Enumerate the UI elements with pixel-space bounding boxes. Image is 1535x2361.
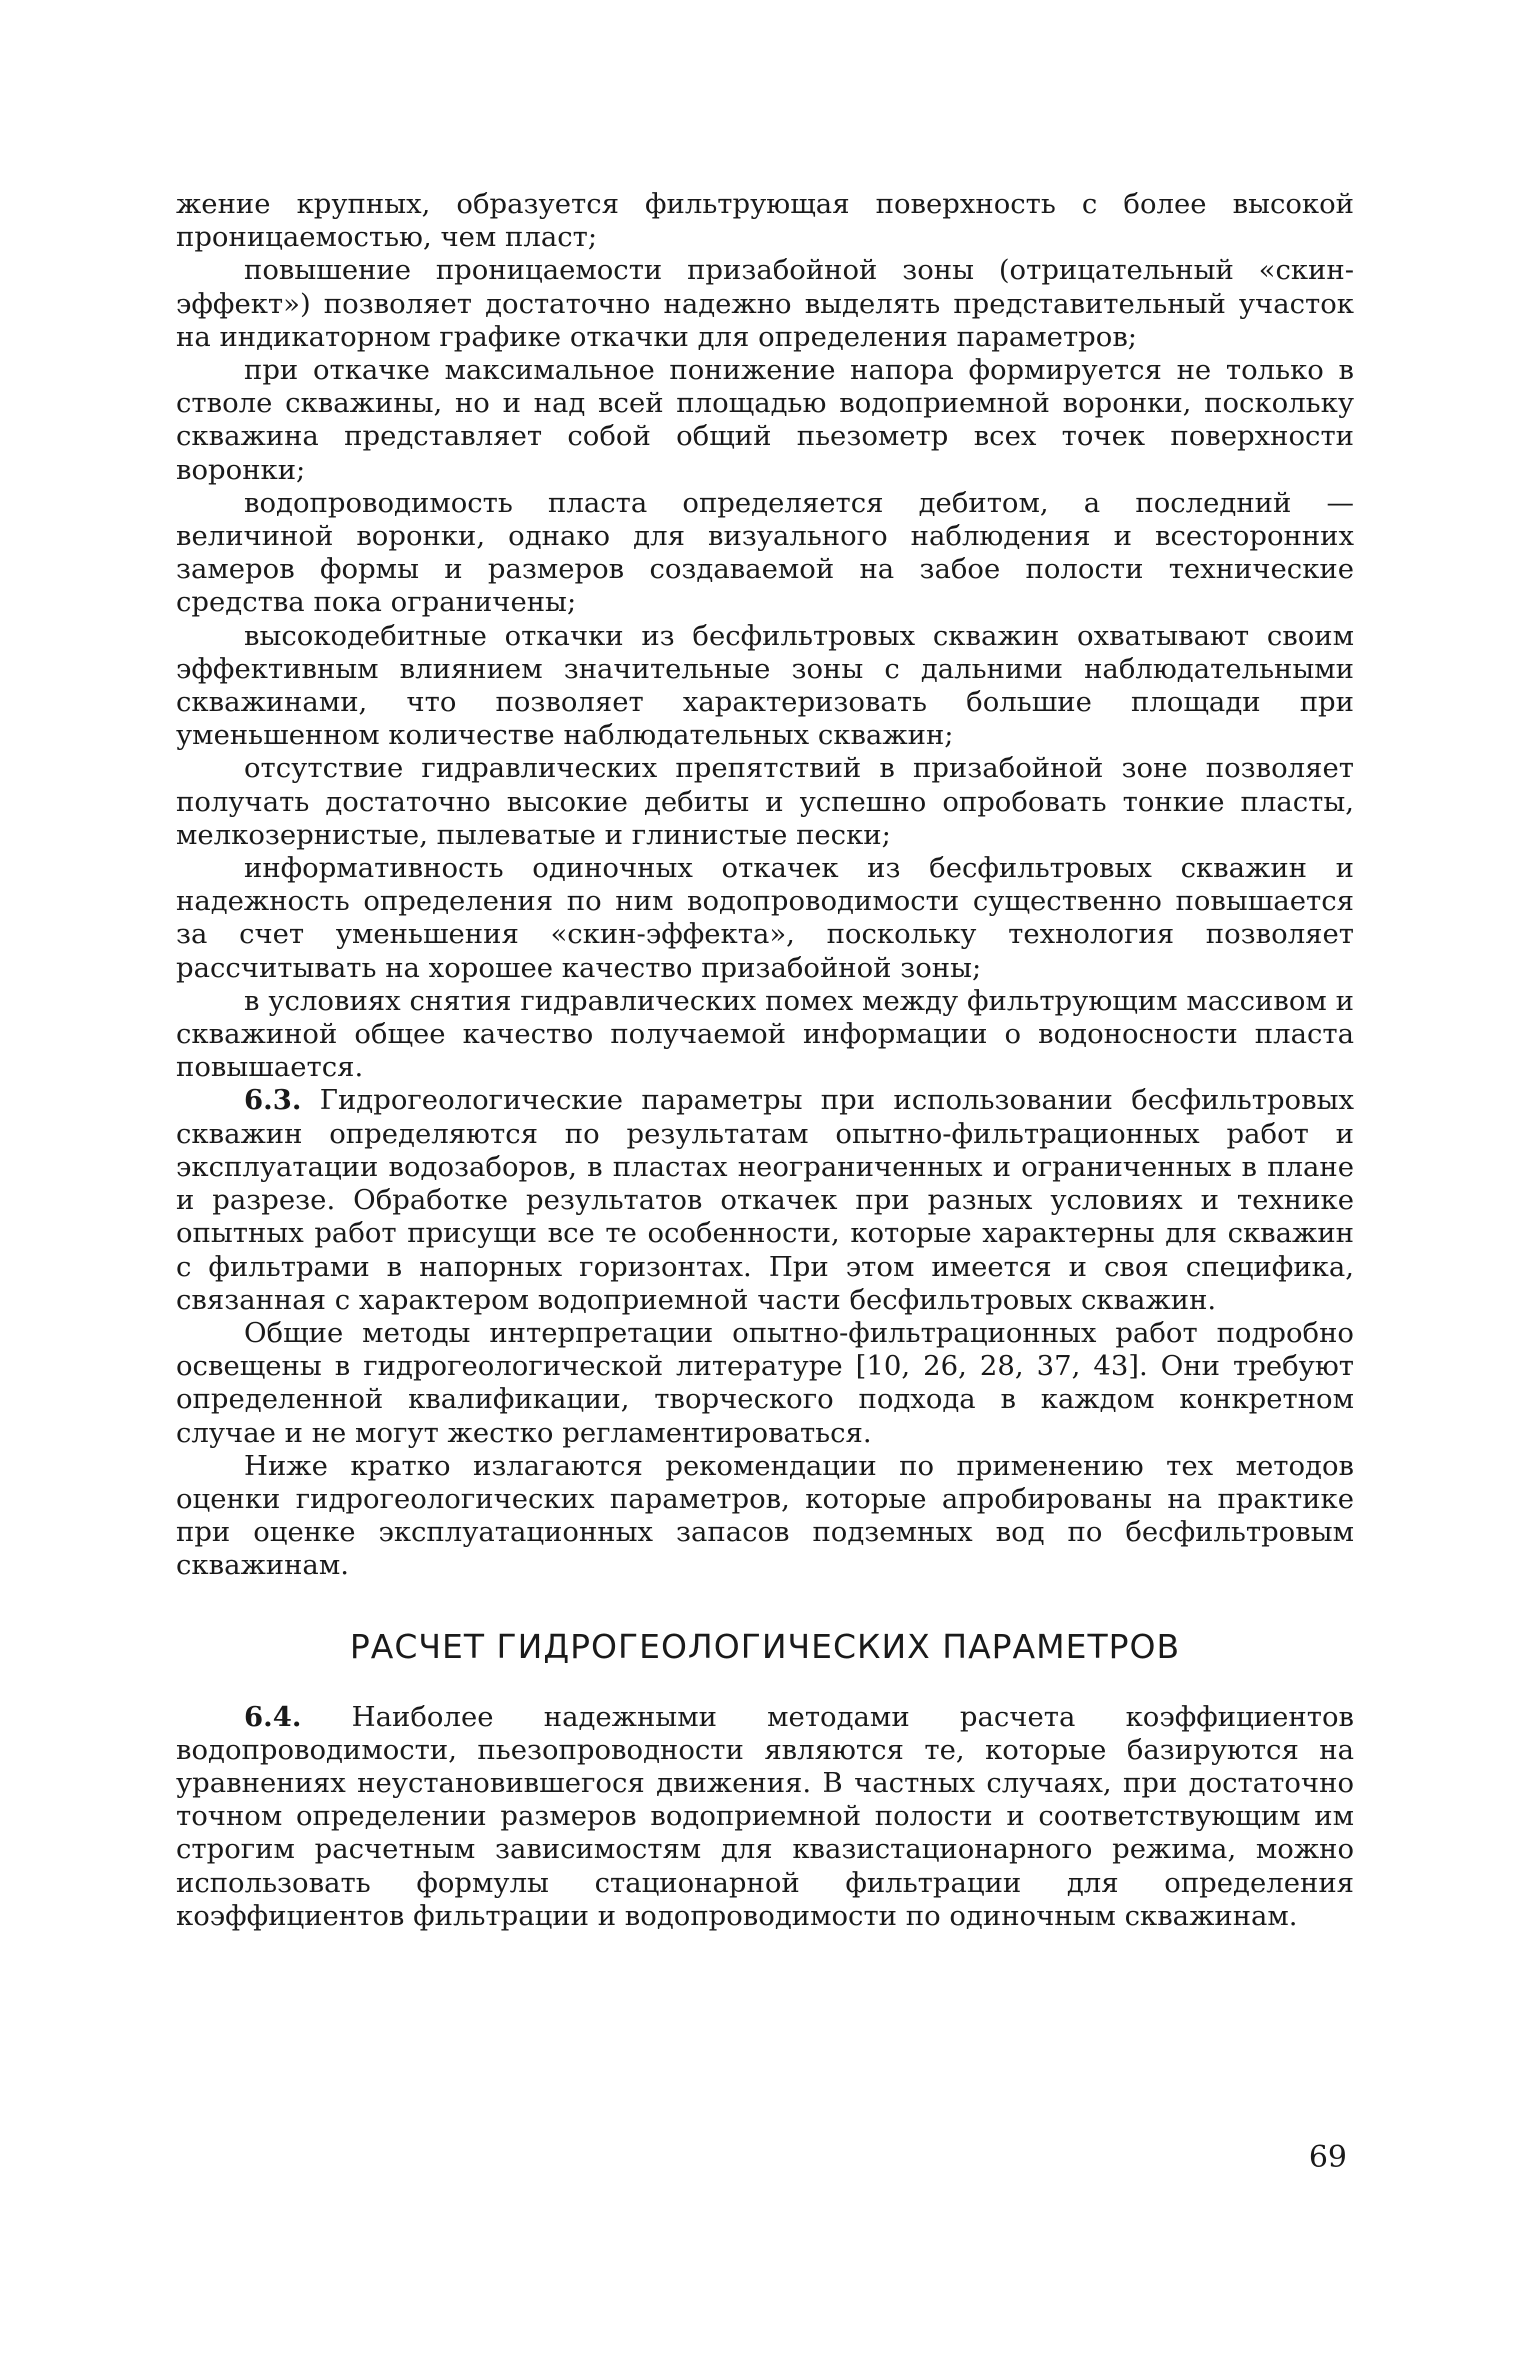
- section-text: Гидрогеологические параметры при использовании бесфильтровых скважин определяются по результатам опытно-фильтрационных работ и эксплуатации водозаборов, в пластах неограниченных и ограниченных в плане и разрезе. Обработке результатов откачек при разных условиях и технике опытных работ присущи все те особенности, которые характерны для скважин с фильтрами в напорных горизонтах. При этом имеется и своя специфика, связанная с характером водоприемной части бесфильтровых скважин.: [176, 1084, 1354, 1316]
- paragraph: Общие методы интерпретации опытно-фильтрационных работ подробно освещены в гидрогеологической литературе [10, 26, 28, 37, 43]. Они требуют определенной квалификации, творческого подхода в каждом конкретном случае и не могут жестко регламентироваться.: [176, 1316, 1354, 1449]
- body-text: [176, 188, 1354, 1933]
- list-item-paragraph: повышение проницаемости призабойной зоны (отрицательный «скин-эффект») позволяет достаточно надежно выделять представительный участок на индикаторном графике откачки для определения параметров;: [176, 254, 1354, 353]
- page-number: 69: [1308, 2140, 1347, 2175]
- list-item-paragraph: в условиях снятия гидравлических помех между фильтрующим массивом и скважиной общее качество получаемой информации о водоносности пласта повышается.: [176, 984, 1354, 1084]
- section-number: 6.4.: [244, 1700, 302, 1733]
- list-item-paragraph: информативность одиночных откачек из бесфильтровых скважин и надежность определения по ним водопроводимости существенно повышается за счет уменьшения «скин-эффекта», поскольку технология позволяет рассчитывать на хорошее качество призабойной зоны;: [176, 852, 1354, 984]
- list-item-paragraph: отсутствие гидравлических препятствий в призабойной зоне позволяет получать достаточно высокие дебиты и успешно опробовать тонкие пласты, мелкозернистые, пылеватые и глинистые пески;: [176, 752, 1354, 851]
- list-item-paragraph: при откачке максимальное понижение напора формируется не только в стволе скважины, но и над всей площадью водоприемной воронки, поскольку скважина представляет собой общий пьезометр всех точек поверхности воронки;: [176, 354, 1354, 486]
- section-heading: РАСЧЕТ ГИДРОГЕОЛОГИЧЕСКИХ ПАРАМЕТРОВ: [349, 1626, 1181, 1666]
- section-text: Наиболее надежными методами расчета коэффициентов водопроводимости, пьезопроводности являются те, которые базируются на уравнениях неустановившегося движения. В частных случаях, при достаточно точном определении размеров водоприемной полости и соответствующим им строгим расчетным зависимостям для квазистационарного режима, можно использовать формулы стационарной фильтрации для определения коэффициентов фильтрации и водопроводимости по одиночным скважинам.: [176, 1700, 1354, 1932]
- list-item-paragraph: высокодебитные откачки из бесфильтровых скважин охватывают своим эффективным влиянием значительные зоны с дальними наблюдательными скважинами, что позволяет характеризовать большие площади при уменьшенном количестве наблюдательных скважин;: [176, 619, 1354, 752]
- paragraph-continuation: жение крупных, образуется фильтрующая поверхность с более высокой проницаемостью, чем пласт;: [176, 188, 1354, 254]
- section-6-3-paragraph: [176, 1084, 1354, 1316]
- list-item-paragraph: водопроводимость пласта определяется дебитом, а последний — величиной воронки, однако для визуального наблюдения и всесторонних замеров формы и размеров создаваемой на забое полости технические средства пока ограничены;: [176, 486, 1354, 619]
- section-number: 6.3.: [244, 1084, 302, 1117]
- section-6-4-paragraph: [176, 1701, 1354, 1933]
- paragraph: Ниже кратко излагаются рекомендации по применению тех методов оценки гидрогеологических параметров, которые апробированы на практике при оценке эксплуатационных запасов подземных вод по бесфильтровым скважинам.: [176, 1449, 1354, 1582]
